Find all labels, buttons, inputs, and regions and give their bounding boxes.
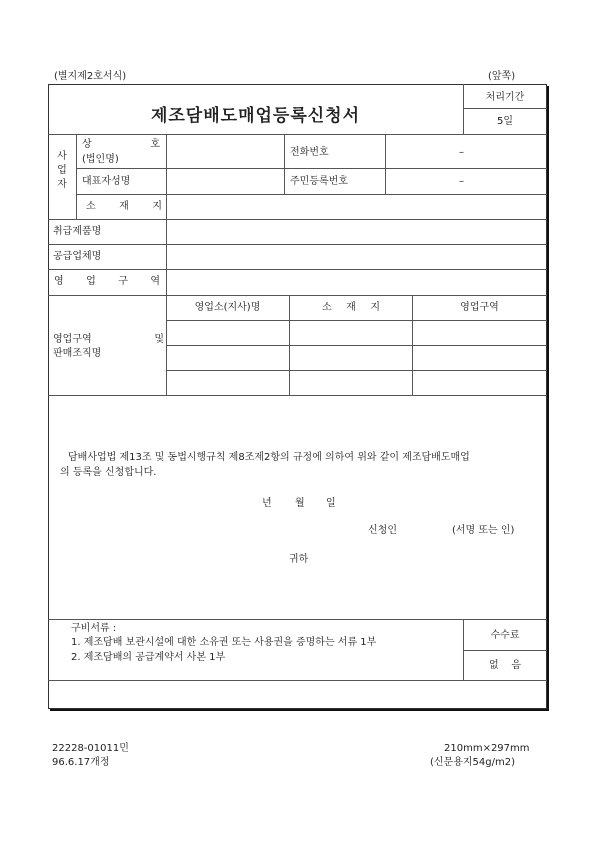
business-area-label: 영 업 구 역 <box>54 276 160 287</box>
branch-location-cell[interactable] <box>291 322 410 343</box>
branch-office-cell[interactable] <box>168 372 287 393</box>
branch-col-location: 소 재 지 <box>322 302 380 313</box>
branch-col-area: 영업구역 <box>460 302 499 313</box>
footer-paper-size: 210mm×297mm <box>444 743 530 754</box>
phone-separator: – <box>459 147 464 158</box>
document-item: 1. 제조담배 보관시설에 대한 소유권 또는 사용권을 증명하는 서류 1부 <box>71 637 377 648</box>
form-title: 제조담배도매업등록신청서 <box>150 106 361 126</box>
branch-label-line1: 영업구역 및 <box>53 334 164 345</box>
trade-name-label: 상 호 <box>82 139 160 150</box>
branch-col-office: 영업소(지사)명 <box>194 302 261 313</box>
date-year-label: 년 <box>262 498 272 509</box>
footer-revision-date: 96.6.17개정 <box>52 757 110 768</box>
product-field[interactable] <box>168 221 545 242</box>
applicant-group-label: 사 업 자 <box>57 151 67 190</box>
statement-line-1: 담배사업법 제13조 및 동법시행규칙 제8조제2항의 규정에 의하여 위와 같이 제조담배도매업 <box>68 452 470 463</box>
branch-area-cell[interactable] <box>414 347 545 368</box>
product-label: 취급제품명 <box>53 226 102 237</box>
addressee-label: 귀하 <box>289 554 309 565</box>
fee-label: 수수료 <box>490 630 520 641</box>
applicant-location-label: 소 재 지 <box>86 201 162 212</box>
business-area-field[interactable] <box>168 271 545 293</box>
representative-label: 대표자성명 <box>82 176 131 187</box>
frame-shadow-bottom <box>50 709 549 711</box>
branch-location-cell[interactable] <box>291 347 410 368</box>
applicant-signature-label: 신청인 <box>368 525 397 536</box>
phone-field[interactable] <box>387 136 545 166</box>
frame-shadow-right <box>547 86 549 710</box>
branch-office-cell[interactable] <box>168 347 287 368</box>
trade-name-field[interactable] <box>168 136 282 166</box>
footer-form-code: 22228-01011민 <box>52 743 129 754</box>
statement-line-2: 의 등록을 신청합니다. <box>60 467 157 478</box>
document-item: 2. 제조담배의 공급계약서 사본 1부 <box>71 652 226 663</box>
documents-heading: 구비서류 : <box>71 623 117 634</box>
branch-office-cell[interactable] <box>168 322 287 343</box>
trade-name-sublabel: (법인명) <box>82 154 119 165</box>
page-side-label: (앞쪽) <box>488 71 516 82</box>
applicant-location-field[interactable] <box>168 196 545 217</box>
date-month-label: 월 <box>295 498 305 509</box>
branch-label-line2: 판매조직명 <box>53 348 102 359</box>
branch-area-cell[interactable] <box>414 322 545 343</box>
resident-number-label: 주민등록번호 <box>290 176 348 187</box>
resident-number-field[interactable] <box>387 170 545 192</box>
supplier-field[interactable] <box>168 246 545 267</box>
phone-label: 전화번호 <box>290 147 329 158</box>
processing-period-value: 5일 <box>496 116 514 127</box>
form-number: (별지제2호서식) <box>54 71 127 82</box>
processing-period-label: 처리기간 <box>485 92 525 103</box>
footer-paper-type: (신문용지54g/m2) <box>430 757 515 768</box>
branch-location-cell[interactable] <box>291 372 410 393</box>
supplier-label: 공급업체명 <box>53 251 102 262</box>
signature-note: (서명 또는 인) <box>452 525 515 536</box>
fee-value: 없 음 <box>489 660 521 671</box>
branch-area-cell[interactable] <box>414 372 545 393</box>
resident-number-separator: – <box>459 176 464 187</box>
date-day-label: 일 <box>326 498 336 509</box>
representative-field[interactable] <box>168 170 282 192</box>
